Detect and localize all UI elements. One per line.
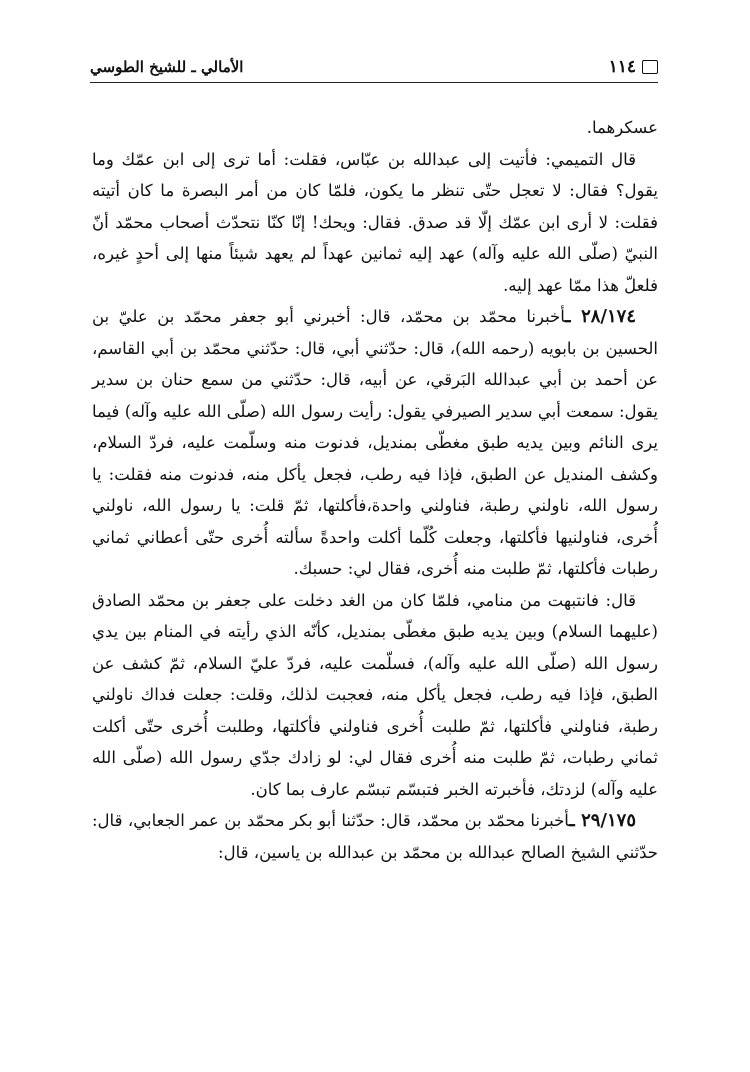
paragraph <box>92 585 658 806</box>
page-header <box>90 52 658 83</box>
paragraph-text: قال: فانتبهت من منامي، فلمّا كان من الغد دخلت على جعفر بن محمّد الصادق (عليهما السلام) وبين يديه طبق مغطّى بمنديل، كأنّه الذي رأيته في المنام بين يدي رسول الله (صلّى الله عليه وآله)، فسلّمت عليه، فردّ عليّ السلام، ثمّ كشف عن الطبق، فإذا فيه رطب، فجعل يأكل منه، فعجبت لذلك، وقلت: جعلت فداك ناولني رطبة، فناولني فأكلتها، ثمّ طلبت أُخرى فناولني فأكلتها، وطلبت أُخرى حتّى أكلت ثماني رطبات، ثمّ طلبت منه أُخرى فقال لي: لو زادك جدّي رسول الله (صلّى الله عليه وآله) لزدتك، فأخبرته الخبر فتبسّم تبسّم عارف بما كان. <box>92 590 658 799</box>
page-number-text: ١١٤ <box>608 57 636 77</box>
paragraph-text: قال التميمي: فأتيت إلى عبدالله بن عبّاس، فقلت: أما ترى إلى ابن عمّك وما يقول؟ فقال: لا تعجل حتّى تنظر ما يكون، فلمّا كان من أمر البصرة ما كان أتيته فقلت: لا أرى ابن عمّك إلّا قد صدق. فقال: ويحك! إنّا كنّا نتحدّث أصحاب محمّد أنّ النبيّ (صلّى الله عليه وآله) عهد إليه ثمانين عهداً لم يعهد شيئاً منها إلى أحدٍ غيره، فلعلّ هذا ممّا عهد إليه. <box>92 149 658 295</box>
hadith-number: ٢٨/١٧٤ ـ <box>565 306 636 327</box>
paragraph-text: عسكرهما. <box>586 118 658 137</box>
paragraph-text: أخبرنا محمّد بن محمّد، قال: حدّثنا أبو بكر محمّد بن عمر الجعابي، قال: حدّثني الشيخ الصالح عبدالله بن محمّد بن عبدالله بن ياسين، قال: <box>92 811 658 862</box>
paragraph <box>92 805 658 868</box>
page-marker-icon <box>642 60 658 74</box>
paragraph <box>92 112 658 144</box>
page-number <box>609 57 658 77</box>
hadith-number: ٢٩/١٧٥ ـ <box>569 810 636 831</box>
paragraph <box>92 144 658 302</box>
running-title: الأمالي ـ للشيخ الطوسي <box>90 58 244 76</box>
page-body <box>92 112 658 868</box>
paragraph-text: أخبرنا محمّد بن محمّد، قال: أخبرني أبو جعفر محمّد بن عليّ بن الحسين بن بابويه (رحمه الله)، قال: حدّثني أبي، قال: حدّثني محمّد بن أبي القاسم، عن أحمد بن أبي عبدالله البَرقي، عن أبيه، قال: حدّثني من سمع حنان بن سدير يقول: سمعت أبي سدير الصيرفي يقول: رأيت رسول الله (صلّى الله عليه وآله) فيما يرى النائم وبين يديه طبق مغطّى بمنديل، فدنوت منه وسلّمت عليه، فردّ السلام، وكشف المنديل عن الطبق، فإذا فيه رطب، فجعل يأكل منه، فدنوت منه فقلت: يا رسول الله، ناولني رطبة، فناولني واحدة،فأكلتها، ثمّ قلت: يا رسول الله، ناولني أُخرى، فناولنيها فأكلتها، وجعلت كُلّما أكلت واحدةً سألته أُخرى حتّى أعطاني ثماني رطبات فأكلتها، ثمّ طلبت منه أُخرى، فقال لي: حسبك. <box>92 307 658 578</box>
paragraph <box>92 301 658 585</box>
